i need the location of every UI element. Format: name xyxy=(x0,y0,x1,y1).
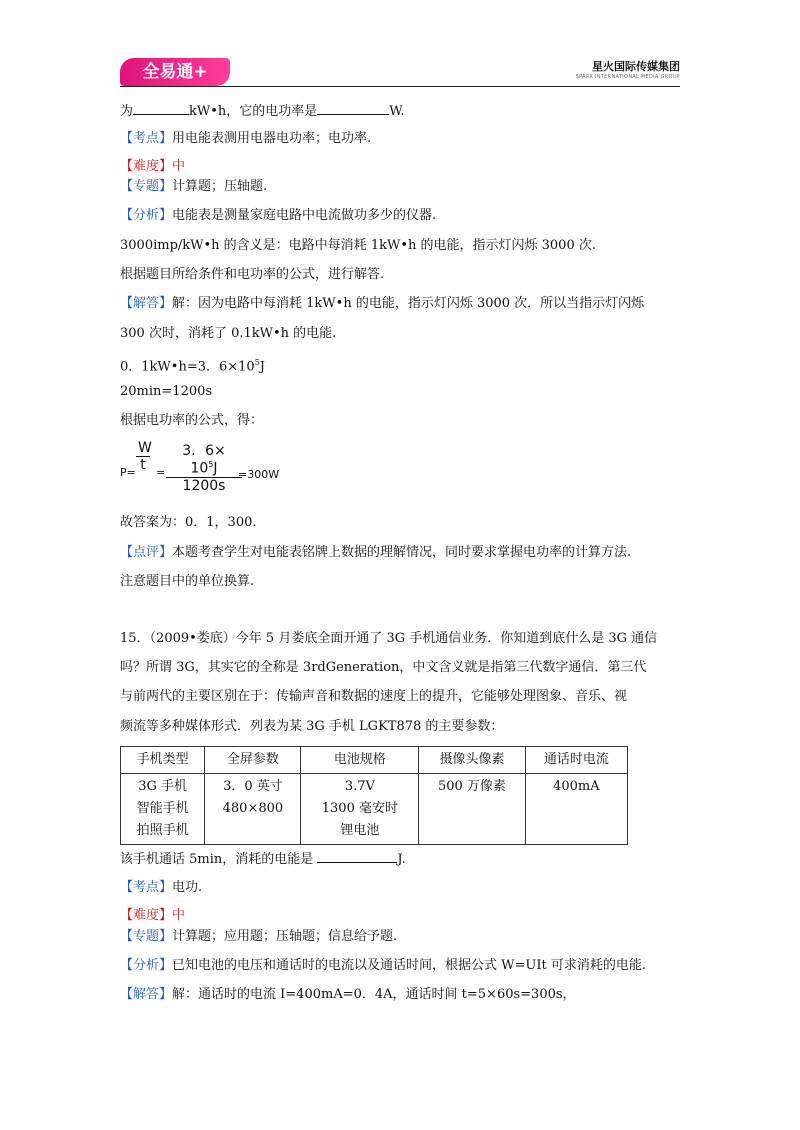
text-line: 3000imp/kW•h 的含义是：电路中每消耗 1kW•h 的电能，指示灯闪烁 3000 次. xyxy=(120,238,596,253)
fenxi-text: 电能表是测量家庭电路中电流做功多少的仪器. xyxy=(172,208,437,223)
text: 该手机通话 5min，消耗的电能是 xyxy=(120,852,314,867)
fenxi-line xyxy=(120,956,646,976)
table-row xyxy=(121,774,628,845)
text: 为 xyxy=(120,104,134,119)
formula-result: =300W xyxy=(238,468,280,481)
nandu-tag: 【难度】 xyxy=(120,908,173,923)
jieda-text: 解：通话时的电流 I=400mA=0．4A，通话时间 t=5×60s=300s， xyxy=(172,987,576,1002)
exponent: 5 xyxy=(208,460,214,469)
text-line: 20min=1200s xyxy=(120,384,213,399)
text: 0．1kW•h=3．6×10 xyxy=(120,359,255,375)
cell-line: 3.7V xyxy=(344,779,375,794)
zhuanti-line xyxy=(120,927,397,947)
table-cell xyxy=(525,774,627,845)
kaodian-text: 电功. xyxy=(172,880,203,895)
answer-blank xyxy=(133,100,189,115)
cell-line: 3G 手机 xyxy=(138,779,188,794)
question-blank-line xyxy=(120,848,406,870)
exponent: 5 xyxy=(254,358,260,367)
cell-line: 锂电池 xyxy=(340,823,380,838)
table-cell xyxy=(419,774,525,845)
text-line: 注意题目中的单位换算. xyxy=(120,574,255,589)
text: kW•h，它的电功率是 xyxy=(189,104,318,119)
answer-line: 故答案为：0．1，300. xyxy=(120,515,257,530)
text: J. xyxy=(397,852,406,867)
header-divider xyxy=(120,86,680,87)
nandu-line xyxy=(120,157,185,177)
numerator-value xyxy=(166,440,242,478)
fraction-w-t xyxy=(136,440,150,473)
dianping-text: 本题考查学生对电能表铭牌上数据的理解情况，同时要求掌握电功率的计算方法. xyxy=(172,545,632,560)
zhuanti-text: 计算题；应用题；压轴题；信息给予题. xyxy=(172,929,398,944)
table-header: 摄像头像素 xyxy=(419,747,525,774)
dianping-line xyxy=(120,543,631,563)
brand-logo: 全易通+ xyxy=(120,58,230,86)
jieda-tag: 【解答】 xyxy=(120,296,173,311)
phone-params-table xyxy=(120,746,628,845)
text: J xyxy=(213,460,218,477)
kaodian-tag: 【考点】 xyxy=(120,131,173,146)
group-subtitle: SPARK INTERNATIONAL MEDIA GROUP xyxy=(575,74,680,80)
zhuanti-tag: 【专题】 xyxy=(120,929,173,944)
cell-line: 480×800 xyxy=(222,801,284,816)
fraction-value xyxy=(166,440,242,494)
question-line: 频流等多种媒体形式．列表为某 3G 手机 LGKT878 的主要参数： xyxy=(120,719,504,734)
nandu-text: 中 xyxy=(172,159,186,174)
nandu-text: 中 xyxy=(172,908,186,923)
table-header: 通话时电流 xyxy=(525,747,627,774)
answer-blank xyxy=(317,848,397,863)
fenxi-text: 已知电池的电压和通话时的电流以及通话时间，根据公式 W=UIt 可求消耗的电能. xyxy=(172,958,646,973)
table-cell xyxy=(205,774,301,845)
formula-p: P= xyxy=(120,466,136,479)
kaodian-line xyxy=(120,129,371,149)
formula-equals: = xyxy=(156,466,166,479)
table-header-row xyxy=(121,747,628,774)
cell-line: 拍照手机 xyxy=(136,823,189,838)
jieda-tag: 【解答】 xyxy=(120,987,173,1002)
cell-line: 500 万像素 xyxy=(437,779,506,794)
denominator-t: t xyxy=(140,457,146,473)
fenxi-tag: 【分析】 xyxy=(120,208,173,223)
fenxi-line xyxy=(120,206,436,226)
cell-line: 1300 毫安时 xyxy=(321,801,398,816)
zhuanti-line xyxy=(120,177,267,197)
answer-blank-line xyxy=(120,100,405,122)
cell-line: 3．0 英寸 xyxy=(223,779,283,794)
power-formula xyxy=(120,440,320,494)
table-cell xyxy=(301,774,419,845)
text-line: 根据电功率的公式，得： xyxy=(120,413,264,428)
text-line: 300 次时，消耗了 0.1kW•h 的电能. xyxy=(120,326,337,341)
table-header: 电池规格 xyxy=(301,747,419,774)
text: J xyxy=(259,359,266,375)
group-name: 星火国际传媒集团 xyxy=(592,60,680,73)
text-line: 根据题目所给条件和电功率的公式，进行解答. xyxy=(120,267,385,282)
zhuanti-tag: 【专题】 xyxy=(120,179,173,194)
table-header: 全屏参数 xyxy=(205,747,301,774)
kaodian-line xyxy=(120,878,202,898)
kaodian-tag: 【考点】 xyxy=(120,880,173,895)
question-line: 15．（2009•娄底）今年 5 月娄底全面开通了 3G 手机通信业务．你知道到底什么是 3G 通信 xyxy=(120,631,658,646)
text: 3．6× 10 xyxy=(182,443,226,477)
question-line: 与前两代的主要区别在于：传输声音和数据的速度上的提升，它能够处理图象、音乐、视 xyxy=(120,689,628,704)
kaodian-text: 用电能表测用电器电功率；电功率. xyxy=(172,131,372,146)
group-brand xyxy=(576,58,680,80)
nandu-tag: 【难度】 xyxy=(120,159,173,174)
dianping-tag: 【点评】 xyxy=(120,545,173,560)
jieda-line xyxy=(120,985,576,1005)
text: W. xyxy=(389,104,405,119)
cell-line: 400mA xyxy=(553,779,600,794)
denominator-value: 1200s xyxy=(182,477,226,494)
nandu-line xyxy=(120,906,185,926)
jieda-text: 解：因为电路中每消耗 1kW•h 的电能，指示灯闪烁 3000 次．所以当指示灯闪烁 xyxy=(172,296,645,311)
cell-line: 智能手机 xyxy=(136,801,189,816)
answer-blank xyxy=(317,100,389,115)
page-header xyxy=(120,52,680,88)
fenxi-tag: 【分析】 xyxy=(120,958,173,973)
jieda-line xyxy=(120,294,644,314)
table-cell xyxy=(121,774,205,845)
text-line xyxy=(120,353,265,377)
numerator-w: W xyxy=(138,440,152,456)
question-line: 吗？所谓 3G，其实它的全称是 3rdGeneration，中文含义就是指第三代数字通信．第三代 xyxy=(120,660,647,675)
table-header: 手机类型 xyxy=(121,747,205,774)
zhuanti-text: 计算题；压轴题. xyxy=(172,179,268,194)
